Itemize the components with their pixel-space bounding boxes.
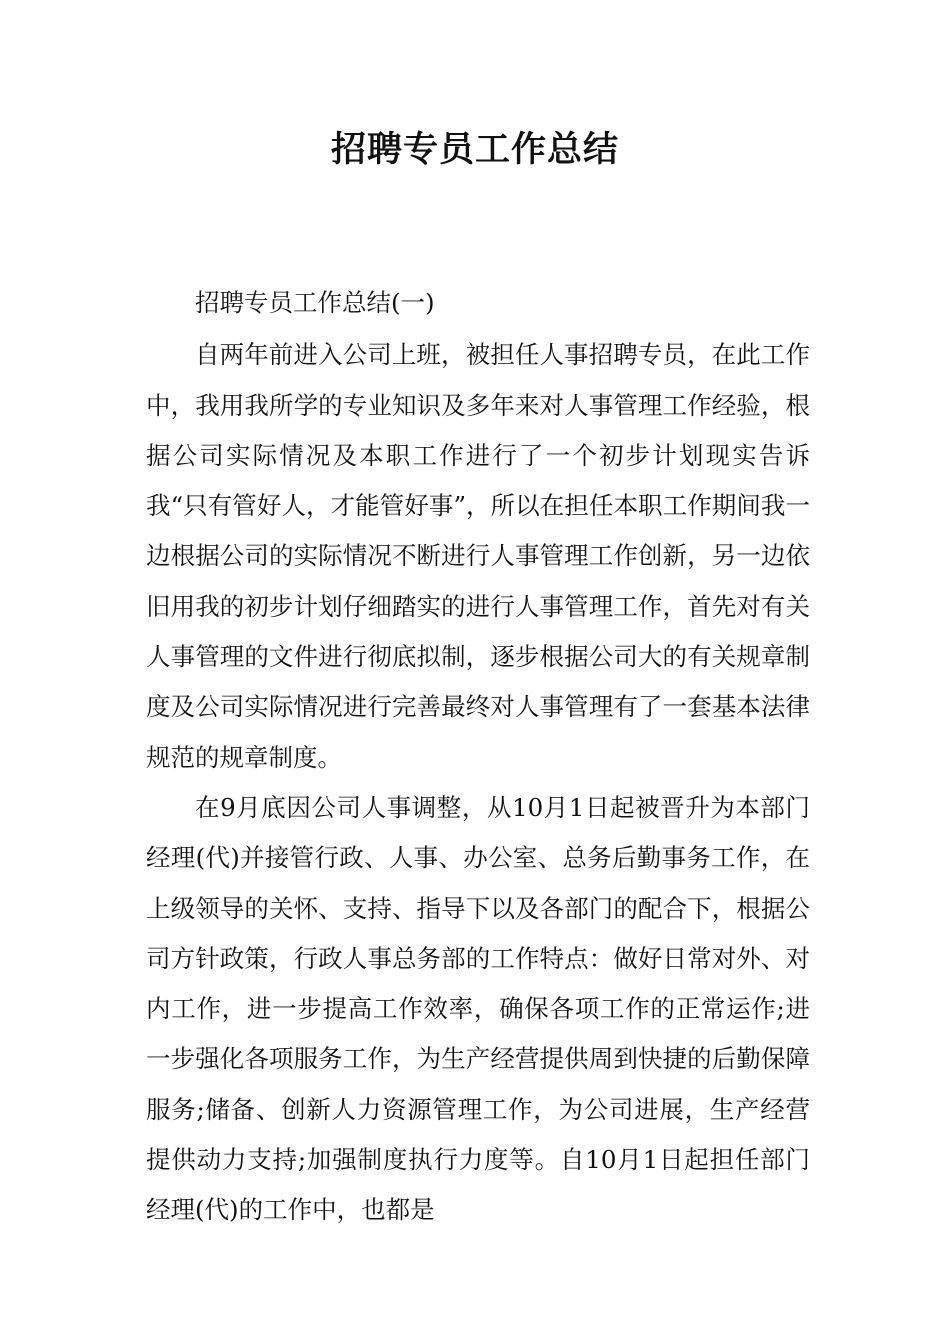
document-title: 招聘专员工作总结	[330, 130, 619, 170]
section-heading: 招聘专员工作总结(一)	[195, 288, 435, 317]
document-body	[146, 278, 810, 1236]
body-paragraph-1: 自两年前进入公司上班，被担任人事招聘专员，在此工作中，我用我所学的专业知识及多年来对人事管理工作经验，根据公司实际情况及本职工作进行了一个初步计划现实告诉我“只有管好人，才能管好事”，所以在担任本职工作期间我一边根据公司的实际情况不断进行人事管理工作创新，另一边依旧用我的初步计划仔细踏实的进行人事管理工作，首先对有关人事管理的文件进行彻底拟制，逐步根据公司大的有关规章制度及公司实际情况进行完善最终对人事管理有了一套基本法律规范的规章制度。	[146, 340, 810, 772]
body-paragraph-2: 在9月底因公司人事调整，从10月1日起被晋升为本部门经理(代)并接管行政、人事、办公室、总务后勤事务工作，在上级领导的关怀、支持、指导下以及各部门的配合下，根据公司方针政策，行政人事总务部的工作特点：做好日常对外、对内工作，进一步提高工作效率，确保各项工作的正常运作;进一步强化各项服务工作，为生产经营提供周到快捷的后勤保障服务;储备、创新人力资源管理工作，为公司进展，生产经营提供动力支持;加强制度执行力度等。自10月1日起担任部门经理(代)的工作中，也都是	[146, 792, 810, 1225]
